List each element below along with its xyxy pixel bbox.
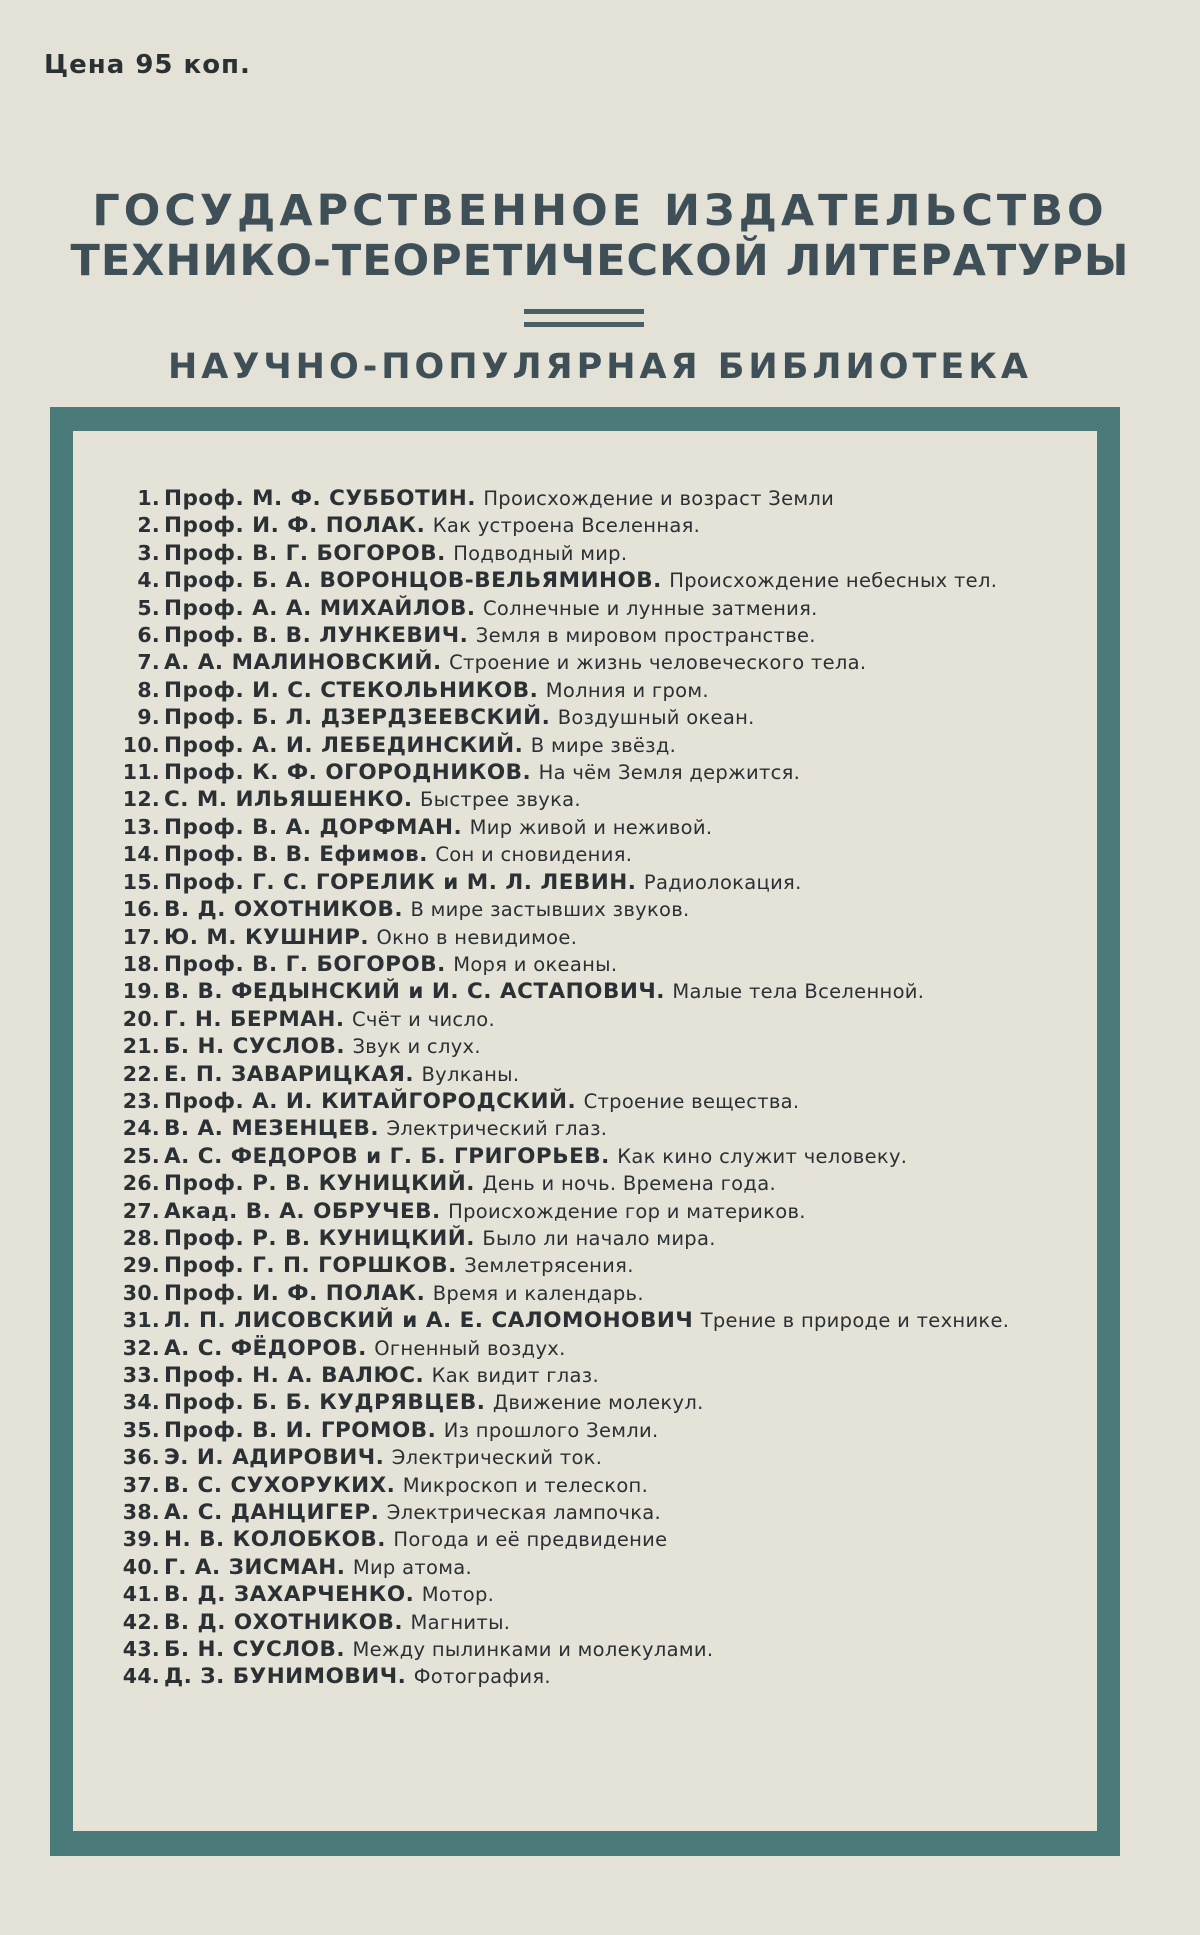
book-list-item xyxy=(108,1115,1058,1142)
book-title: Строение и жизнь человеческого тела. xyxy=(449,651,867,675)
book-number: 29. xyxy=(122,1253,160,1278)
book-author: В. Д. ОХОТНИКОВ. xyxy=(164,1609,404,1635)
book-author: В. Д. ОХОТНИКОВ. xyxy=(164,897,404,923)
book-title: Сон и сновидения. xyxy=(435,843,633,867)
book-title: Подводный мир. xyxy=(453,541,628,565)
book-title: Происхождение гор и материков. xyxy=(448,1199,806,1223)
book-list-item xyxy=(108,677,1058,704)
book-author: Проф. А. И. ЛЕБЕДИНСКИЙ. xyxy=(164,732,524,758)
book-number: 10. xyxy=(122,732,160,757)
book-author: Проф. Г. П. ГОРШКОВ. xyxy=(164,1253,457,1279)
book-list-item xyxy=(108,1088,1058,1115)
book-author: В. Д. ЗАХАРЧЕНКО. xyxy=(164,1582,415,1608)
book-number: 4. xyxy=(137,568,160,593)
book-list-item xyxy=(108,540,1058,567)
book-author: Проф. М. Ф. СУББОТИН. xyxy=(164,486,476,511)
book-author: Проф. Р. В. КУНИЦКИЙ. xyxy=(164,1171,475,1197)
book-author: Проф. И. Ф. ПОЛАК. xyxy=(164,513,426,539)
book-title: Трение в природе и технике. xyxy=(700,1309,1010,1333)
book-list-item xyxy=(108,978,1044,1005)
book-number: 40. xyxy=(122,1554,160,1579)
book-title: Как видит глаз. xyxy=(431,1364,599,1387)
book-author: Проф. В. В. Ефимов. xyxy=(164,842,428,868)
book-list-item xyxy=(108,649,1058,676)
book-number: 22. xyxy=(122,1061,160,1086)
book-list-item xyxy=(108,622,1058,649)
book-title: Солнечные и лунные затмения. xyxy=(482,596,818,620)
book-number: 37. xyxy=(122,1472,160,1497)
book-author: Проф. И. С. СТЕКОЛЬНИКОВ. xyxy=(164,677,539,703)
book-list-item xyxy=(108,1170,1058,1197)
book-author: В. А. МЕЗЕНЦЕВ. xyxy=(164,1116,380,1142)
book-number: 19. xyxy=(122,979,160,1004)
book-author: Проф. А. И. КИТАЙГОРОДСКИЙ. xyxy=(164,1088,577,1114)
book-author: Б. Н. СУСЛОВ. xyxy=(164,1637,346,1663)
book-author: А. С. ДАНЦИГЕР. xyxy=(164,1500,380,1526)
book-list-item xyxy=(108,1609,1058,1636)
book-list-item xyxy=(108,567,1044,594)
book-list-item xyxy=(108,732,1058,759)
book-author: Проф. Б. Л. ДЗЕРДЗЕЕВСКИЙ. xyxy=(164,705,551,731)
book-list-item xyxy=(108,1198,1058,1225)
book-list-item xyxy=(108,1143,1058,1170)
book-title: Окно в невидимое. xyxy=(376,925,578,949)
book-list-item xyxy=(108,1444,1058,1471)
book-author: Б. Н. СУСЛОВ. xyxy=(164,1034,346,1060)
book-title: Происхождение небесных тел. xyxy=(669,569,998,593)
book-number: 43. xyxy=(122,1637,160,1662)
book-title: Малые тела Вселенной. xyxy=(672,980,925,1004)
book-author: Н. В. КОЛОБКОВ. xyxy=(164,1527,386,1553)
book-number: 17. xyxy=(122,924,160,949)
book-author: Проф. Н. А. ВАЛЮС. xyxy=(164,1363,425,1388)
book-number: 28. xyxy=(122,1225,160,1250)
book-number: 41. xyxy=(122,1582,160,1607)
book-list-item xyxy=(108,841,1058,868)
book-list-item xyxy=(108,1554,1058,1581)
book-title: День и ночь. Времена года. xyxy=(482,1172,776,1196)
book-number: 12. xyxy=(122,787,160,812)
book-title: Вулканы. xyxy=(421,1062,520,1086)
book-number: 35. xyxy=(122,1417,160,1442)
book-number: 39. xyxy=(122,1527,160,1552)
book-title: Мир живой и неживой. xyxy=(469,815,713,839)
double-rule-bottom xyxy=(524,322,644,327)
book-number: 13. xyxy=(122,814,160,839)
book-number: 5. xyxy=(137,595,160,620)
book-list-item xyxy=(108,924,1058,951)
book-number: 30. xyxy=(122,1280,160,1305)
book-author: Э. И. АДИРОВИЧ. xyxy=(164,1445,385,1471)
book-number: 1. xyxy=(137,486,160,510)
book-author: Е. П. ЗАВАРИЦКАЯ. xyxy=(164,1061,415,1087)
series-title: НАУЧНО-ПОПУЛЯРНАЯ БИБЛИОТЕКА xyxy=(168,347,1032,387)
book-list-item xyxy=(108,814,1058,841)
book-title: Быстрее звука. xyxy=(419,788,581,812)
book-title: Электрический глаз. xyxy=(386,1117,608,1141)
book-title: Микроскоп и телескоп. xyxy=(402,1473,649,1497)
book-author: А. С. ФЁДОРОВ. xyxy=(164,1335,367,1361)
book-title: На чём Земля держится. xyxy=(538,761,801,785)
book-author: Проф. В. В. ЛУНКЕВИЧ. xyxy=(164,623,469,649)
book-author: Проф. А. А. МИХАЙЛОВ. xyxy=(164,595,476,621)
book-title: Как кино служит человеку. xyxy=(617,1144,908,1168)
book-number: 27. xyxy=(122,1198,160,1223)
book-number: 15. xyxy=(122,869,160,894)
book-author: Проф. В. И. ГРОМОВ. xyxy=(164,1417,437,1443)
book-author: Проф. В. Г. БОГОРОВ. xyxy=(164,951,446,977)
book-title: Фотография. xyxy=(413,1665,551,1689)
book-author: В. В. ФЕДЫНСКИЙ и И. С. АСТАПОВИЧ. xyxy=(164,979,665,1005)
book-list-item xyxy=(108,1061,1058,1088)
book-title: Электрическая лампочка. xyxy=(386,1501,662,1525)
book-author: Проф. Р. В. КУНИЦКИЙ. xyxy=(164,1225,475,1251)
book-number: 24. xyxy=(122,1116,160,1141)
price-label: Цена 95 коп. xyxy=(44,50,251,80)
book-number: 7. xyxy=(137,650,160,675)
book-title: Между пылинками и молекулами. xyxy=(352,1638,714,1662)
book-list-item xyxy=(108,1417,1058,1444)
book-list-item xyxy=(108,1499,1058,1526)
book-author: Ю. М. КУШНИР. xyxy=(164,924,370,950)
book-list-item xyxy=(108,1389,1058,1416)
book-title: Радиолокация. xyxy=(643,870,802,894)
book-title: Движение молекул. xyxy=(492,1391,704,1415)
book-number: 16. xyxy=(122,897,160,922)
book-title: Мир атома. xyxy=(352,1555,472,1579)
book-title: В мире звёзд. xyxy=(530,733,677,757)
book-title: В мире застывших звуков. xyxy=(410,898,690,922)
book-title: Счёт и число. xyxy=(351,1007,495,1031)
book-author: Г. А. ЗИСМАН. xyxy=(164,1554,346,1580)
book-title: Как устроена Вселенная. xyxy=(432,514,701,538)
book-title: Мотор. xyxy=(421,1583,495,1607)
book-list-item xyxy=(108,595,1058,622)
book-number: 20. xyxy=(122,1006,160,1031)
book-list xyxy=(108,485,1058,1691)
book-list-item xyxy=(108,1307,1044,1334)
book-number: 25. xyxy=(122,1143,160,1168)
book-list-item xyxy=(108,1362,1058,1389)
book-author: Проф. В. Г. БОГОРОВ. xyxy=(164,540,446,566)
book-title: Погода и её предвидение xyxy=(393,1528,668,1552)
publisher-heading xyxy=(0,186,1200,286)
book-number: 31. xyxy=(122,1308,160,1333)
book-list-item xyxy=(108,512,1058,539)
book-title: Моря и океаны. xyxy=(453,952,618,976)
book-number: 33. xyxy=(122,1363,160,1387)
book-list-item xyxy=(108,786,1058,813)
book-number: 11. xyxy=(122,760,160,785)
publisher-name-line2: ТЕХНИКО-ТЕОРЕТИЧЕСКОЙ ЛИТЕРАТУРЫ xyxy=(70,236,1130,286)
book-list-item xyxy=(108,1526,1058,1553)
book-author: Г. Н. БЕРМАН. xyxy=(164,1006,345,1032)
book-number: 18. xyxy=(122,951,160,976)
book-list-item xyxy=(108,1006,1058,1033)
book-number: 3. xyxy=(137,540,160,565)
book-title: Огненный воздух. xyxy=(374,1336,566,1360)
book-list-item xyxy=(108,1663,1058,1690)
book-author: В. С. СУХОРУКИХ. xyxy=(164,1472,396,1498)
book-author: Проф. В. А. ДОРФМАН. xyxy=(164,814,463,840)
book-number: 36. xyxy=(122,1445,160,1470)
book-number: 32. xyxy=(122,1335,160,1360)
book-author: Проф. Г. С. ГОРЕЛИК и М. Л. ЛЕВИН. xyxy=(164,869,637,895)
book-title: Из прошлого Земли. xyxy=(443,1418,659,1442)
book-author: Проф. К. Ф. ОГОРОДНИКОВ. xyxy=(164,760,532,786)
book-author: Д. З. БУНИМОВИЧ. xyxy=(164,1664,407,1690)
book-list-item xyxy=(108,704,1058,731)
book-title: Земля в мировом пространстве. xyxy=(475,624,816,648)
book-number: 38. xyxy=(122,1500,160,1525)
book-number: 9. xyxy=(137,705,160,730)
book-number: 14. xyxy=(122,842,160,867)
book-number: 26. xyxy=(122,1171,160,1196)
book-list-item xyxy=(108,1636,1058,1663)
book-list-item xyxy=(108,1581,1058,1608)
book-title: Время и календарь. xyxy=(432,1281,644,1305)
book-number: 2. xyxy=(137,513,160,538)
book-list-item xyxy=(108,896,1058,923)
book-number: 8. xyxy=(137,677,160,702)
book-number: 42. xyxy=(122,1609,160,1634)
book-title: Звук и слух. xyxy=(352,1035,481,1059)
book-list-item xyxy=(108,1472,1058,1499)
book-title: Магниты. xyxy=(410,1610,511,1634)
double-rule-top xyxy=(524,309,644,314)
book-author: А. А. МАЛИНОВСКИЙ. xyxy=(164,650,442,676)
book-title: Происхождение и возраст Земли xyxy=(483,487,835,510)
book-list-item xyxy=(108,869,1058,896)
book-number: 34. xyxy=(122,1390,160,1415)
book-author: Л. П. ЛИСОВСКИЙ и А. Е. САЛОМОНОВИЧ xyxy=(164,1308,694,1334)
book-title: Воздушный океан. xyxy=(557,706,755,730)
book-list-item xyxy=(108,951,1058,978)
book-author: Проф. Б. А. ВОРОНЦОВ-ВЕЛЬЯМИНОВ. xyxy=(164,568,662,594)
book-list-item xyxy=(108,485,1058,512)
book-list-item xyxy=(108,1225,1058,1252)
book-title: Было ли начало мира. xyxy=(482,1226,716,1250)
book-number: 6. xyxy=(137,623,160,648)
book-list-item xyxy=(108,1252,1058,1279)
book-author: Проф. И. Ф. ПОЛАК. xyxy=(164,1280,426,1306)
book-author: А. С. ФЕДОРОВ и Г. Б. ГРИГОРЬЕВ. xyxy=(164,1143,610,1169)
book-list-item xyxy=(108,1033,1058,1060)
publisher-name-line1: ГОСУДАРСТВЕННОЕ ИЗДАТЕЛЬСТВО xyxy=(92,186,1108,236)
book-number: 23. xyxy=(122,1088,160,1113)
book-number: 44. xyxy=(122,1664,160,1689)
book-author: Проф. Б. Б. КУДРЯВЦЕВ. xyxy=(164,1390,486,1416)
book-title: Строение вещества. xyxy=(583,1089,800,1113)
book-author: С. М. ИЛЬЯШЕНКО. xyxy=(164,787,413,813)
book-list-item xyxy=(108,1280,1058,1307)
book-number: 21. xyxy=(122,1034,160,1059)
book-title: Землетрясения. xyxy=(464,1254,634,1278)
book-title: Электрический ток. xyxy=(391,1446,603,1470)
book-title: Молния и гром. xyxy=(545,678,709,702)
book-author: Акад. В. А. ОБРУЧЕВ. xyxy=(164,1198,441,1224)
book-list-item xyxy=(108,1335,1058,1362)
book-list-item xyxy=(108,759,1058,786)
